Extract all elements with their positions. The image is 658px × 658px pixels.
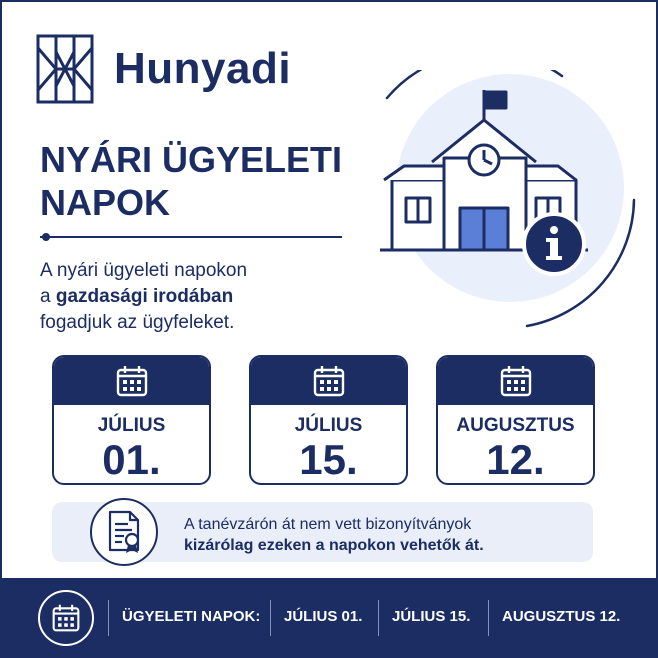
calendar-icon [115, 364, 149, 398]
date-card-day: 15. [299, 436, 358, 483]
page-title-line-2: NAPOK [40, 182, 171, 223]
date-card-header [54, 357, 209, 405]
certificate-notice [52, 502, 593, 562]
calendar-icon [51, 603, 81, 633]
footer-separator [270, 600, 271, 636]
date-card-2 [249, 355, 408, 485]
footer-date-1: JÚLIUS 01. [284, 608, 363, 625]
calendar-icon [312, 364, 346, 398]
date-card-1 [52, 355, 211, 485]
notice-text [184, 514, 484, 556]
page-title [40, 138, 380, 224]
title-divider [40, 236, 342, 238]
intro-text [40, 258, 340, 336]
brand-logo [36, 34, 291, 104]
footer-calendar-icon-wrapper [38, 590, 94, 646]
footer-bar [0, 578, 658, 658]
certificate-icon [104, 510, 144, 554]
footer-label: ÜGYELETI NAPOK: [122, 608, 261, 625]
date-cards [52, 355, 607, 485]
title-divider-dot [42, 233, 50, 241]
date-card-month: JÚLIUS [294, 415, 363, 436]
footer-separator [378, 600, 379, 636]
page-title-line-1: NYÁRI ÜGYELETI [40, 139, 343, 180]
intro-line-2-prefix: a [40, 286, 56, 307]
info-icon [524, 214, 584, 274]
calendar-icon [499, 364, 533, 398]
footer-separator [488, 600, 489, 636]
date-card-month: JÚLIUS [97, 415, 166, 436]
hunyadi-logo-icon [36, 34, 94, 104]
date-card-header [251, 357, 406, 405]
date-card-3 [436, 355, 595, 485]
notice-line-1: A tanévzárón át nem vett bizonyítványok [184, 516, 472, 533]
date-card-header [438, 357, 593, 405]
intro-line-2 [40, 284, 340, 310]
date-card-month: AUGUSZTUS [456, 415, 575, 436]
footer-date-2: JÚLIUS 15. [392, 608, 471, 625]
certificate-icon-wrapper [90, 498, 158, 566]
intro-highlight: gazdasági irodában [55, 286, 234, 307]
footer-separator [108, 600, 109, 636]
date-card-day: 12. [486, 436, 545, 483]
intro-line-1: A nyári ügyeleti napokon [40, 260, 248, 281]
brand-name: Hunyadi [114, 44, 292, 93]
footer-date-3: AUGUSZTUS 12. [502, 608, 621, 625]
school-building-icon [362, 70, 640, 338]
intro-line-3: fogadjuk az ügyfeleket. [40, 312, 235, 333]
notice-line-2: kizárólag ezeken a napokon vehetők át. [184, 537, 484, 554]
date-card-day: 01. [102, 436, 161, 483]
